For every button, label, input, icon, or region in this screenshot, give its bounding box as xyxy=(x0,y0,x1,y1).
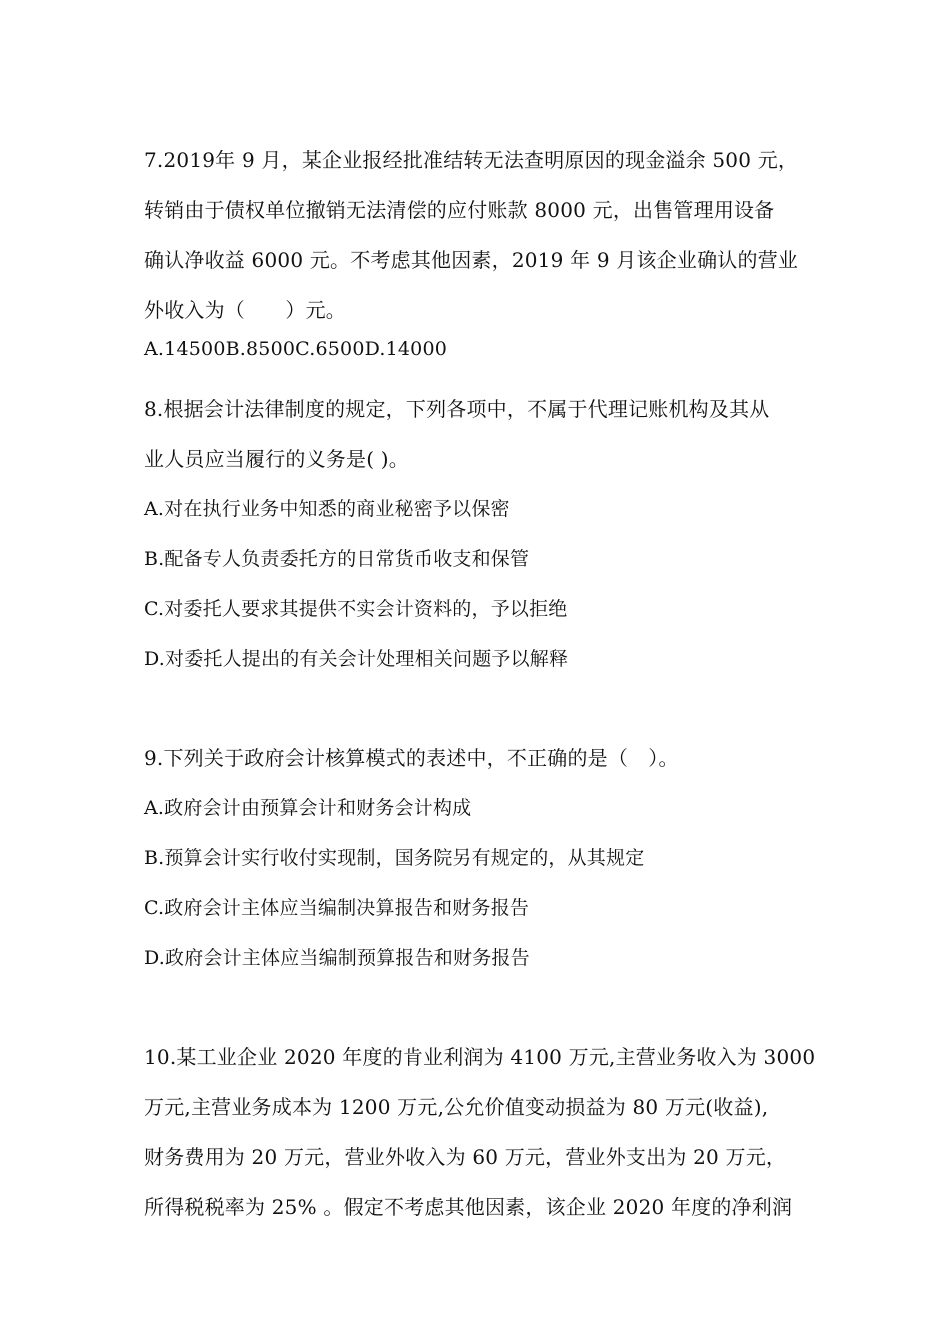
q8-line-2: 业人员应当履行的义务是( )。 xyxy=(144,447,409,471)
q8-option-b: B.配备专人负责委托方的日常货币收支和保管 xyxy=(144,548,530,570)
q7-options: A.14500B.8500C.6500D.14000 xyxy=(144,338,448,360)
q7-line-1: 7.2019年 9 月，某企业报经批准结转无法查明原因的现金溢余 500 元， xyxy=(144,148,799,172)
q9-line-1: 9.下列关于政府会计核算模式的表述中，不正确的是（ ）。 xyxy=(144,746,679,770)
q8-option-d: D.对委托人提出的有关会计处理相关问题予以解释 xyxy=(144,648,569,670)
q10-line-1: 10.某工业企业 2020 年度的肯业利润为 4100 万元,主营业务收入为 3000 xyxy=(144,1045,816,1069)
q8-option-a: A.对在执行业务中知悉的商业秘密予以保密 xyxy=(144,498,510,520)
q10-line-2: 万元,主营业务成本为 1200 万元,公允价值变动损益为 80 万元(收益), xyxy=(144,1095,769,1119)
q10-line-4: 所得税税率为 25% 。假定不考虑其他因素，该企业 2020 年度的净利润 xyxy=(144,1195,793,1219)
q8-line-1: 8.根据会计法律制度的规定，下列各项中，不属于代理记账机构及其从 xyxy=(144,397,770,421)
q7-line-3: 确认净收益 6000 元。不考虑其他因素，2019 年 9 月该企业确认的营业 xyxy=(144,248,799,272)
q10-line-3: 财务费用为 20 万元，营业外收入为 60 万元，营业外支出为 20 万元， xyxy=(144,1145,787,1169)
q9-option-d: D.政府会计主体应当编制预算报告和财务报告 xyxy=(144,947,530,969)
q7-line-4: 外收入为（ ）元。 xyxy=(144,298,346,322)
q9-option-b: B.预算会计实行收付实现制，国务院另有规定的，从其规定 xyxy=(144,847,645,869)
q7-line-2: 转销由于债权单位撤销无法清偿的应付账款 8000 元，出售管理用设备 xyxy=(144,198,775,222)
q8-option-c: C.对委托人要求其提供不实会计资料的，予以拒绝 xyxy=(144,598,568,620)
q9-option-a: A.政府会计由预算会计和财务会计构成 xyxy=(144,797,472,819)
q9-option-c: C.政府会计主体应当编制决算报告和财务报告 xyxy=(144,897,530,919)
